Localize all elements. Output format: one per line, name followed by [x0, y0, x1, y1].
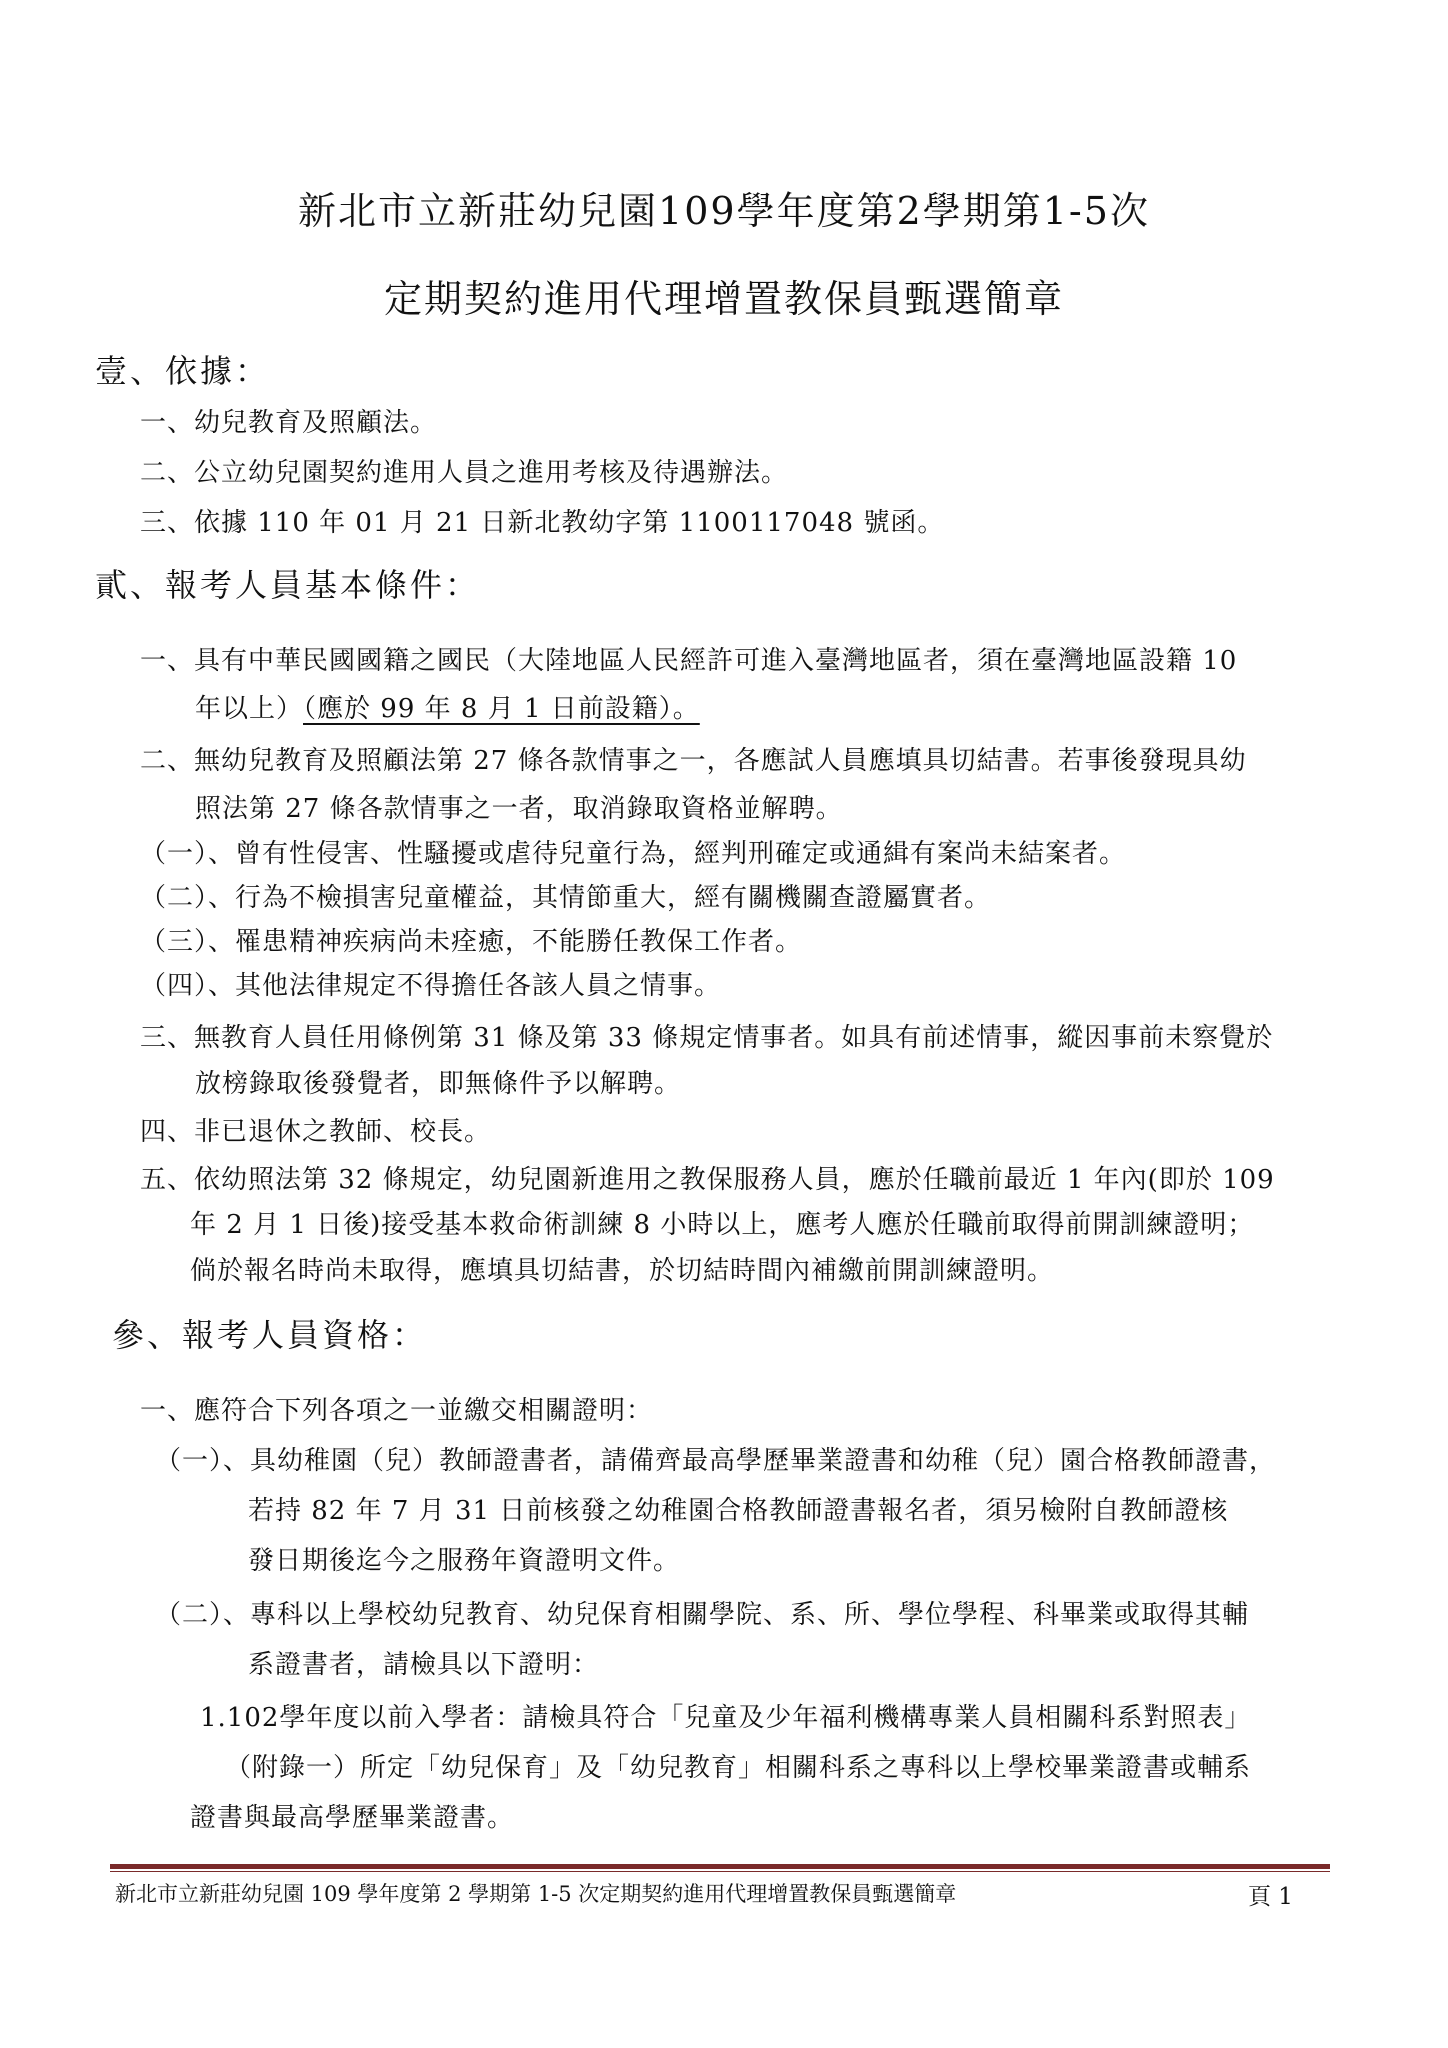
section-3-point-1-line-3: 證書與最高學歷畢業證書。: [190, 1803, 515, 1833]
section-3-sub-2-line-1: （二）、專科以上學校幼兒教育、幼兒保育相關學院、系、所、學位學程、科畢業或取得其輔: [155, 1600, 1250, 1630]
section-3-sub-2-line-2: 系證書者，請檢具以下證明：: [248, 1650, 600, 1680]
footer-rule: [110, 1864, 1330, 1869]
section-2-sub-4: （四）、其他法律規定不得擔任各該人員之情事。: [140, 971, 722, 1001]
section-2-sub-2: （二）、行為不檢損害兒童權益，其情節重大，經有關機關查證屬實者。: [140, 883, 992, 913]
section-2-item-5-line-1: 五、依幼照法第 32 條規定，幼兒園新進用之教保服務人員，應於任職前最近 1 年內(即於 109: [140, 1165, 1275, 1195]
section-2-heading: 貳、報考人員基本條件：: [95, 566, 481, 604]
section-2-sub-3: （三）、罹患精神疾病尚未痊癒，不能勝任教保工作者。: [140, 927, 803, 957]
section-2-item-2-line-1: 二、無幼兒教育及照顧法第 27 條各款情事之一，各應試人員應填具切結書。若事後發現具幼: [140, 746, 1247, 776]
footer-text: 新北市立新莊幼兒園 109 學年度第 2 學期第 1-5 次定期契約進用代理增置教保員甄選簡章: [115, 1882, 957, 1906]
section-2-item-3-line-1: 三、無教育人員任用條例第 31 條及第 33 條規定情事者。如具有前述情事，縱因事前未察覺於: [140, 1023, 1274, 1053]
section-2-item-1-line-2: 年以上）（應於 99 年 8 月 1 日前設籍）。: [195, 694, 700, 724]
section-3-sub-1-line-3: 發日期後迄今之服務年資證明文件。: [248, 1546, 681, 1576]
section-1-item: 二、公立幼兒園契約進用人員之進用考核及待遇辦法。: [140, 458, 789, 488]
title-line-2: 定期契約進用代理增置教保員甄選簡章: [383, 277, 1064, 321]
section-1-item: 一、幼兒教育及照顧法。: [140, 408, 438, 438]
section-2-sub-1: （一）、曾有性侵害、性騷擾或虐待兒童行為，經判刑確定或通緝有案尚未結案者。: [140, 839, 1127, 869]
section-2-item-3-line-2: 放榜錄取後發覺者，即無條件予以解聘。: [195, 1069, 682, 1099]
footer-rule-thin: [110, 1871, 1330, 1872]
section-2-item-5-line-2: 年 2 月 1 日後)接受基本救命術訓練 8 小時以上，應考人應於任職前取得前開訓練證明；: [190, 1210, 1255, 1240]
section-3-heading: 參、報考人員資格：: [112, 1316, 428, 1354]
section-3-point-1-line-2: （附錄一）所定「幼兒保育」及「幼兒教育」相關科系之專科以上學校畢業證書或輔系: [225, 1753, 1252, 1783]
section-3-sub-1-line-1: （一）、具幼稚園（兒）教師證書者，請備齊最高學歷畢業證書和幼稚（兒）園合格教師證書，: [155, 1446, 1277, 1476]
section-3-point-1-line-1: 1.102學年度以前入學者：請檢具符合「兒童及少年福利機構專業人員相關科系對照表」: [200, 1703, 1252, 1733]
section-2-item-5-line-3: 倘於報名時尚未取得，應填具切結書，於切結時間內補繳前開訓練證明。: [190, 1256, 1055, 1286]
section-2-item-4: 四、非已退休之教師、校長。: [140, 1117, 492, 1147]
underlined-registration-date: （應於 99 年 8 月 1 日前設籍）。: [303, 694, 700, 724]
section-2-item-1-line-1: 一、具有中華民國國籍之國民（大陸地區人民經許可進入臺灣地區者，須在臺灣地區設籍 10: [140, 646, 1238, 676]
section-1-item: 三、依據 110 年 01 月 21 日新北教幼字第 1100117048 號函。: [140, 508, 945, 538]
title-line-1: 新北市立新莊幼兒園109學年度第2學期第1-5次: [298, 189, 1150, 233]
section-3-sub-1-line-2: 若持 82 年 7 月 31 日前核發之幼稚園合格教師證書報名者，須另檢附自教師證核: [248, 1496, 1229, 1526]
section-2-item-2-line-2: 照法第 27 條各款情事之一者，取消錄取資格並解聘。: [195, 794, 843, 824]
section-3-item-1: 一、應符合下列各項之一並繳交相關證明：: [140, 1396, 654, 1426]
section-1-heading: 壹、依據：: [95, 352, 271, 390]
page-number: 頁 1: [1248, 1884, 1293, 1910]
